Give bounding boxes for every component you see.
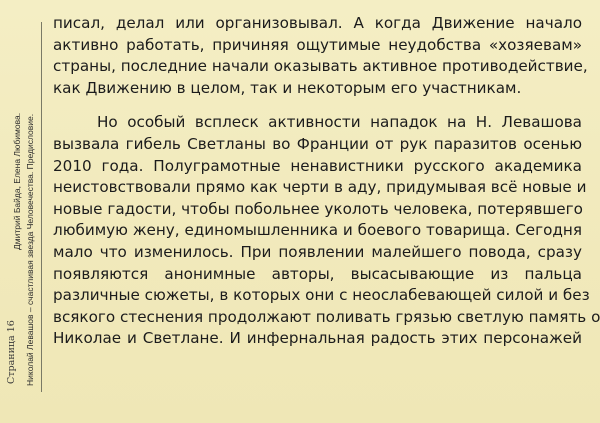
text-line: мало что изменилось. При появлении малейшего повода, сразу (53, 242, 582, 261)
text-line: как Движению в целом, так и некоторым его участникам. (53, 78, 522, 97)
paragraph (53, 112, 600, 350)
page-margin (0, 0, 44, 423)
running-header-title: Николай Левашов – счастливая звезда Человечества. Предисловие. (25, 113, 35, 386)
text-line: различные сюжеты, в которых они с неослабевающей силой и без (53, 286, 590, 305)
text-line: Но особый всплеск активности нападок на Н. Левашова (97, 113, 582, 132)
text-line: появляются анонимные авторы, высасывающие из пальца (53, 264, 582, 283)
text-line: любимую жену, единомышленника и боевого товарища. Сегодня (53, 221, 582, 240)
text-line: вызвала гибель Светланы во Франции от рук паразитов осенью (53, 134, 582, 153)
text-line: писал, делал или организовывал. А когда Движение начало (53, 14, 582, 32)
text-line: неистовствовали прямо как черти в аду, придумывая всё новые и (53, 178, 587, 197)
page-number-label: Страница 16 (6, 320, 17, 384)
text-line: всякого стеснения продолжают поливать грязью светлую память о (53, 307, 600, 326)
running-header-authors: Дмитрий Байда, Елена Любимова. (12, 112, 22, 250)
paragraph-gap (53, 99, 582, 112)
text-line: активно работать, причиняя ощутимые неудобства «хозяевам» (53, 35, 582, 54)
text-line: страны, последние начали оказывать активное противодействие, (53, 57, 588, 76)
text-line: новые гадости, чтобы побольнее уколоть человека, потерявшего (53, 199, 583, 218)
margin-rule (41, 22, 42, 392)
paragraph (53, 13, 588, 99)
body-text (53, 13, 600, 350)
text-line: Николае и Светлане. И инфернальная радость этих персонажей (53, 329, 582, 348)
text-line: 2010 года. Полуграмотные ненавистники русского академика (53, 156, 582, 175)
